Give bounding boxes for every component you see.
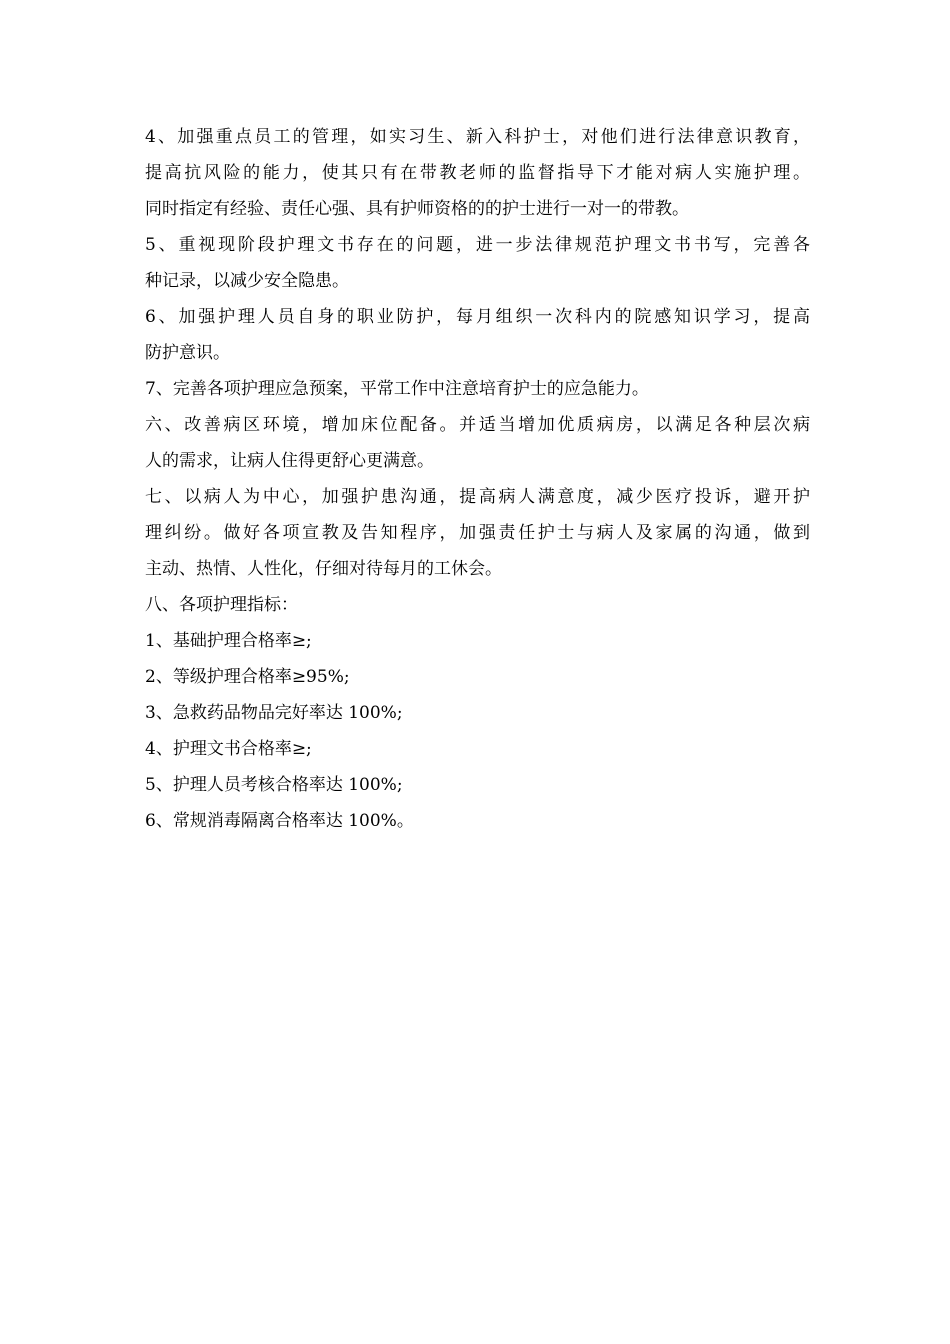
text-line: 主动、热情、人性化，仔细对待每月的工休会。 [145, 559, 502, 579]
text-line: 7、完善各项护理应急预案，平常工作中注意培育护士的应急能力。 [145, 379, 649, 399]
text-line: 七、以病人为中心，加强护患沟通，提高病人满意度，减少医疗投诉，避开护 [145, 487, 810, 507]
text-line: 种记录，以减少安全隐患。 [145, 271, 349, 291]
text-line: 4、加强重点员工的管理，如实习生、新入科护士，对他们进行法律意识教育， [145, 127, 810, 147]
text-line: 6、加强护理人员自身的职业防护，每月组织一次科内的院感知识学习，提高 [145, 307, 810, 327]
list-item: 3、急救药品物品完好率达 100%; [145, 703, 403, 723]
list-item: 2、等级护理合格率≥95%; [145, 667, 350, 687]
text-line: 同时指定有经验、责任心强、具有护师资格的的护士进行一对一的带教。 [145, 199, 689, 219]
list-item: 6、常规消毒隔离合格率达 100%。 [145, 811, 414, 831]
text-line: 提高抗风险的能力，使其只有在带教老师的监督指导下才能对病人实施护理。 [145, 163, 810, 183]
text-line: 防护意识。 [145, 343, 230, 363]
text-line: 理纠纷。做好各项宣教及告知程序，加强责任护士与病人及家属的沟通，做到 [145, 523, 810, 543]
text-line: 人的需求，让病人住得更舒心更满意。 [145, 451, 434, 471]
list-item: 4、护理文书合格率≥; [145, 739, 312, 759]
list-item: 5、护理人员考核合格率达 100%; [145, 775, 403, 795]
text-line: 六、改善病区环境，增加床位配备。并适当增加优质病房，以满足各种层次病 [145, 415, 810, 435]
text-line: 八、各项护理指标： [145, 595, 298, 615]
document-body [145, 119, 810, 839]
text-line: 5、重视现阶段护理文书存在的问题，进一步法律规范护理文书书写，完善各 [145, 235, 810, 255]
list-item: 1、基础护理合格率≥; [145, 631, 312, 651]
